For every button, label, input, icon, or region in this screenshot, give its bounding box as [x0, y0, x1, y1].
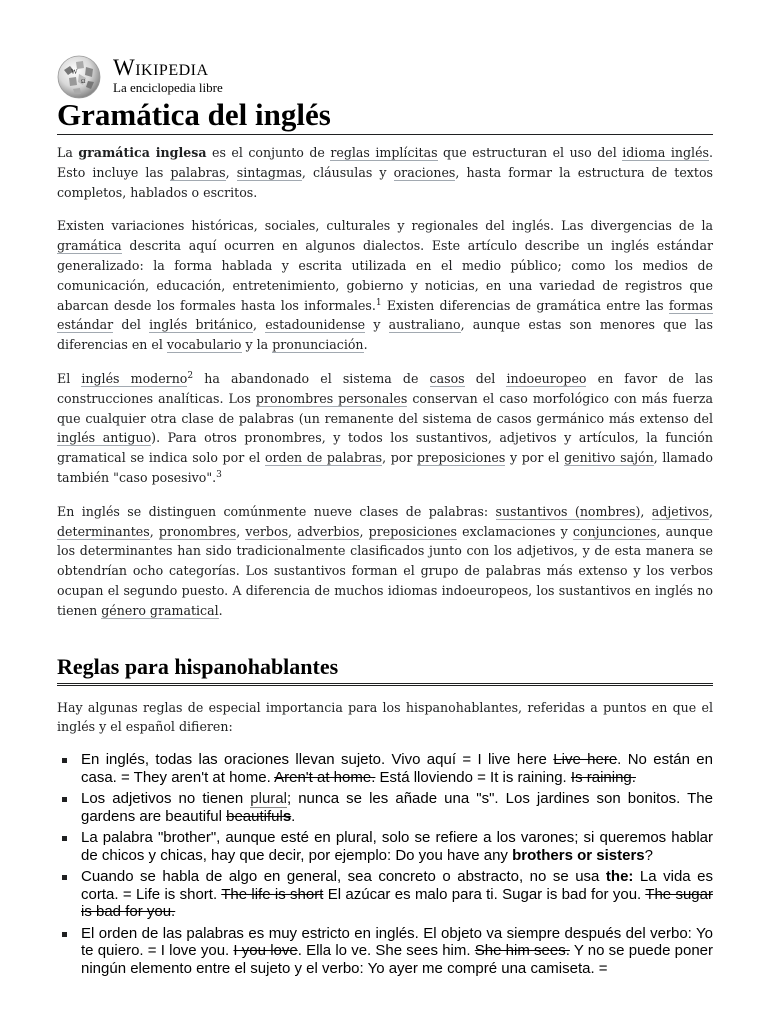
wikipedia-globe-icon[interactable] [55, 52, 103, 100]
link-sustantivos[interactable]: sustantivos (nombres) [495, 503, 641, 519]
text: , [252, 317, 266, 333]
text: En inglés se distinguen comúnmente nueve clases de palabras: [57, 503, 496, 519]
rules-list [57, 751, 713, 977]
link-casos[interactable]: casos [429, 370, 465, 386]
link-adverbios[interactable]: adverbios [297, 523, 360, 539]
text: y la [241, 337, 273, 353]
list-item [57, 751, 713, 786]
text: . [218, 602, 223, 618]
link-determinantes[interactable]: determinantes [57, 523, 150, 539]
text: En inglés, todas las oraciones llevan sujeto. Vivo aquí = I live here [81, 751, 554, 769]
text: El azúcar es malo para ti. Sugar is bad for you. [323, 885, 646, 903]
link-ingles-britanico[interactable]: inglés británico [149, 317, 253, 333]
bold-text: brothers or sisters [512, 846, 645, 864]
text: Está lloviendo = It is raining. [375, 768, 571, 786]
link-pronunciacion[interactable]: pronunciación [272, 337, 364, 353]
text: . Esto incluye las [57, 145, 714, 180]
intro-paragraph-4 [57, 502, 713, 621]
struck-text: beautiful [226, 807, 283, 825]
link-palabras[interactable]: palabras [170, 164, 226, 180]
text: . No están en casa. = They aren't at home. [81, 751, 713, 786]
text: , [236, 523, 246, 539]
link-genero-gramatical[interactable]: género gramatical [101, 602, 219, 618]
text: , cláusulas y [301, 164, 394, 180]
text: , [225, 164, 237, 180]
link-plural[interactable]: plural [250, 790, 287, 808]
text: y [365, 317, 389, 333]
list-item [57, 925, 713, 978]
link-reglas-implicitas[interactable]: reglas implícitas [330, 145, 438, 160]
text: y por el [505, 450, 565, 466]
text: , hasta formar la estructura de textos completos, hablados o escritos. [57, 164, 713, 200]
bold-text: s [282, 807, 292, 825]
text: ha abandonado el sistema de [193, 370, 430, 386]
text: del [113, 317, 150, 333]
reference-link[interactable]: 2 [187, 370, 194, 381]
link-orden-de-palabras[interactable]: orden de palabras [264, 450, 383, 466]
link-verbos[interactable]: verbos [245, 523, 289, 539]
text: El orden de las palabras es muy estricto en inglés. El objeto va siempre después del verbo: Yo te quiero. = I love you. [81, 924, 713, 960]
struck-text: I you love [233, 942, 298, 960]
text: . Ella lo ve. She sees him. [297, 942, 475, 960]
reference-link[interactable]: 3 [216, 469, 222, 480]
svg-text:Ω: Ω [81, 79, 86, 85]
link-idioma-ingles[interactable]: idioma inglés [622, 145, 709, 160]
text: ; nunca se les añade una "s". Los jardines son bonitos. The gardens are beautiful [81, 790, 713, 825]
struck-text: Live here [553, 751, 618, 769]
text: Cuando se habla de algo en general, sea concreto o abstracto, no se usa [81, 868, 606, 886]
link-ingles-antiguo[interactable]: inglés antiguo [57, 430, 152, 446]
text: La vida es corta. = Life is short. [81, 868, 714, 903]
text: . [363, 337, 368, 353]
text: El [57, 370, 82, 386]
text: ? [644, 846, 653, 864]
link-adjetivos[interactable]: adjetivos [651, 503, 709, 519]
link-preposiciones-2[interactable]: preposiciones [368, 523, 458, 539]
link-pronombres-personales[interactable]: pronombres personales [255, 390, 408, 406]
struck-text: The sugar is bad for you. [81, 885, 713, 921]
text: Existen diferencias de gramática entre las [381, 297, 669, 313]
text: , aunque los determinantes han sido tradicionalmente clasificados junto con los adjetivos, y de esta manera se obtendrían ocho categorías. Los sustantivos forman el grupo de palabras más extenso y los verbos ocupan el segundo puesto. A diferencia de muchos idiomas indoeuropeos, los sustantivos en inglés no tienen [57, 523, 713, 618]
text: Existen variaciones históricas, sociales, culturales y regionales del inglés. Las divergencias de la [57, 218, 713, 234]
text: en favor de las construcciones analíticas. Los [57, 370, 713, 406]
text: . [291, 807, 296, 825]
bold-term: gramática inglesa [78, 145, 207, 160]
link-indoeuropeo[interactable]: indoeuropeo [506, 370, 587, 386]
link-preposiciones[interactable]: preposiciones [416, 450, 506, 466]
struck-text: The life is short [221, 885, 324, 903]
list-item [57, 868, 713, 921]
text: exclamaciones y [457, 523, 573, 539]
link-vocabulario[interactable]: vocabulario [166, 337, 242, 353]
intro-paragraph-3 [57, 369, 713, 488]
article-body [57, 143, 713, 981]
text: , [149, 523, 159, 539]
link-estadounidense[interactable]: estadounidense [265, 317, 366, 333]
text: , [288, 523, 298, 539]
intro-paragraph-2 [57, 216, 713, 355]
text: , llamado también "caso posesivo". [57, 450, 713, 485]
text: , por [382, 450, 417, 466]
section-heading: Reglas para hispanohablantes [57, 653, 713, 686]
page-title: Gramática del inglés [57, 96, 713, 135]
text: Y no se puede poner ningún elemento entre el sujeto y el verbo: Yo ayer me compré una camiseta. = [81, 942, 714, 977]
text: conservan el caso morfológico con más fuerza que cualquier otra clase de palabras (un remanente del sistema de casos germánico más extenso del [57, 390, 713, 426]
link-oraciones[interactable]: oraciones [393, 164, 456, 180]
reference-link[interactable]: 1 [375, 297, 382, 308]
struck-text: Aren't at home. [274, 768, 376, 786]
brand-tagline: La enciclopedia libre [113, 80, 223, 95]
list-item [57, 790, 713, 825]
text: La [57, 145, 79, 160]
link-genitivo-sajon[interactable]: genitivo sajón [564, 450, 654, 466]
svg-text:W: W [71, 68, 78, 76]
link-pronombres[interactable]: pronombres [158, 523, 237, 539]
text: Los adjetivos no tienen [81, 790, 251, 808]
link-conjunciones[interactable]: conjunciones [572, 523, 657, 539]
text: del [464, 370, 507, 386]
intro-paragraph-1 [57, 143, 713, 202]
text: descrita aquí ocurren en algunos dialectos. Este artículo describe un inglés estándar generalizado: la forma hablada y escrita utilizada en el medio público; como los medios de comunicación, educación, entretenimiento, gobierno y noticias, en una variedad de registros que abarcan desde los formales hasta los informales. [57, 238, 713, 313]
text: , [640, 503, 652, 519]
list-item [57, 829, 713, 864]
brand-name[interactable]: Wikipedia [113, 55, 209, 80]
text: es el conjunto de [206, 145, 331, 160]
link-formas-estandar[interactable]: formas estándar [57, 297, 713, 333]
link-gramatica[interactable]: gramática [57, 238, 122, 254]
brand[interactable] [113, 56, 223, 95]
text: ). Para otros pronombres, y todos los sustantivos, adjetivos y artículos, la función gramatical se indica solo por el [57, 430, 713, 466]
link-sintagmas[interactable]: sintagmas [236, 164, 302, 180]
struck-text: Is raining. [570, 768, 636, 786]
text: que estructuran el uso del [437, 145, 623, 160]
text: La palabra "brother", aunque esté en plural, solo se refiere a los varones; si queremos hablar de chicos y chicas, hay que decir, por ejemplo: Do you have any [81, 829, 713, 864]
text: , aunque estas son menores que las diferencias en el [57, 317, 713, 353]
text: , [708, 503, 713, 519]
section-intro: Hay algunas reglas de especial importancia para los hispanohablantes, referidas a puntos en que el inglés y el español difieren: [57, 699, 713, 735]
link-ingles-moderno[interactable]: inglés moderno [81, 370, 188, 386]
struck-text: She him sees. [474, 942, 570, 960]
text: , [359, 523, 369, 539]
bold-text: the: [605, 868, 634, 886]
link-australiano[interactable]: australiano [388, 317, 461, 333]
